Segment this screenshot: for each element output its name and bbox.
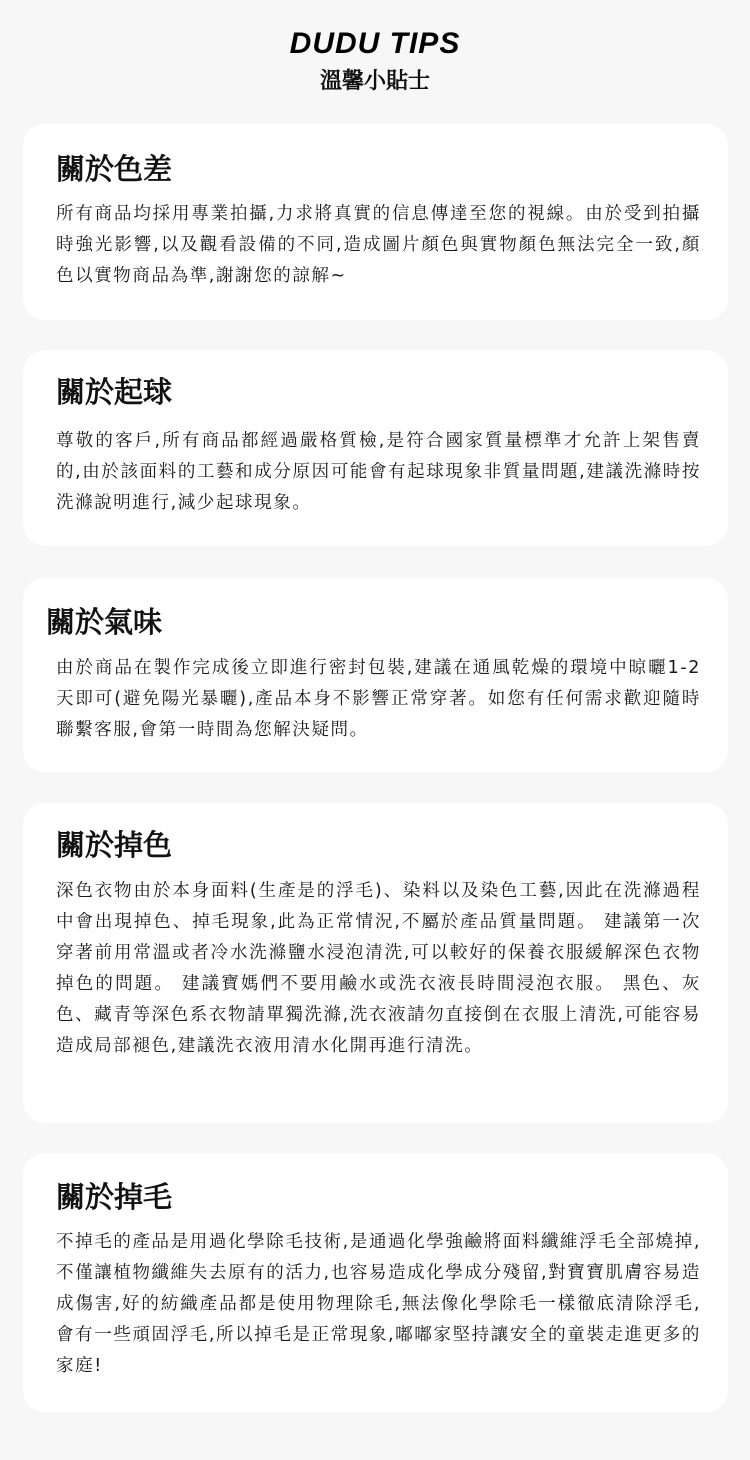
tip-card-pilling (23, 350, 728, 546)
card-body: 深色衣物由於本身面料(生產是的浮毛)、染料以及染色工藝,因此在洗滌過程中會出現掉色、掉毛現象,此為正常情況,不屬於產品質量問題。 建議第一次穿著前用常溫或者冷水洗滌鹽水浸泡清洗,可以較好的保養衣服緩解深色衣物掉色的問題。 建議寶媽們不要用鹼水或洗衣液長時間浸泡衣服。 黑色、灰色、藏青等深色系衣物請單獨洗滌,洗衣液請勿直接倒在衣服上清洗,可能容易造成局部褪色,建議洗衣液用清水化開再進行清洗。 (56, 881, 701, 1056)
card-title: 關於氣味 (46, 605, 163, 639)
tip-card-odor (23, 578, 728, 772)
page-subtitle: 溫馨小貼士 (319, 69, 430, 94)
tip-card-shedding (23, 1153, 728, 1412)
card-title: 關於掉毛 (56, 1180, 173, 1214)
brand-title: DUDU TIPS (289, 27, 461, 60)
card-title: 關於掉色 (56, 828, 173, 862)
card-body: 尊敬的客戶,所有商品都經過嚴格質檢,是符合國家質量標準才允許上架售賣的,由於該面料的工藝和成分原因可能會有起球現象非質量問題,建議洗滌時按洗滌說明進行,減少起球現象。 (56, 431, 701, 513)
card-title: 關於色差 (56, 152, 173, 186)
card-title: 關於起球 (56, 375, 173, 409)
card-body: 所有商品均採用專業拍攝,力求將真實的信息傳達至您的視線。由於受到拍攝時強光影響,以及觀看設備的不同,造成圖片顏色與實物顏色無法完全一致,顏色以實物商品為準,謝謝您的諒解~ (56, 204, 701, 286)
card-body: 由於商品在製作完成後立即進行密封包裝,建議在通風乾燥的環境中晾曬1-2天即可(避免陽光暴曬),產品本身不影響正常穿著。如您有任何需求歡迎隨時聯繫客服,會第一時間為您解決疑問。 (56, 658, 701, 740)
card-body: 不掉毛的產品是用過化學除毛技術,是通過化學強鹼將面料纖維浮毛全部燒掉,不僅讓植物纖維失去原有的活力,也容易造成化學成分殘留,對寶寶肌膚容易造成傷害,好的紡織產品都是使用物理除毛,無法像化學除毛一樣徹底清除浮毛,會有一些頑固浮毛,所以掉毛是正常現象,嘟嘟家堅持讓安全的童裝走進更多的家庭! (56, 1232, 701, 1376)
tip-card-fading (23, 803, 728, 1123)
page-header (0, 22, 750, 98)
tip-card-color-difference (23, 124, 728, 320)
